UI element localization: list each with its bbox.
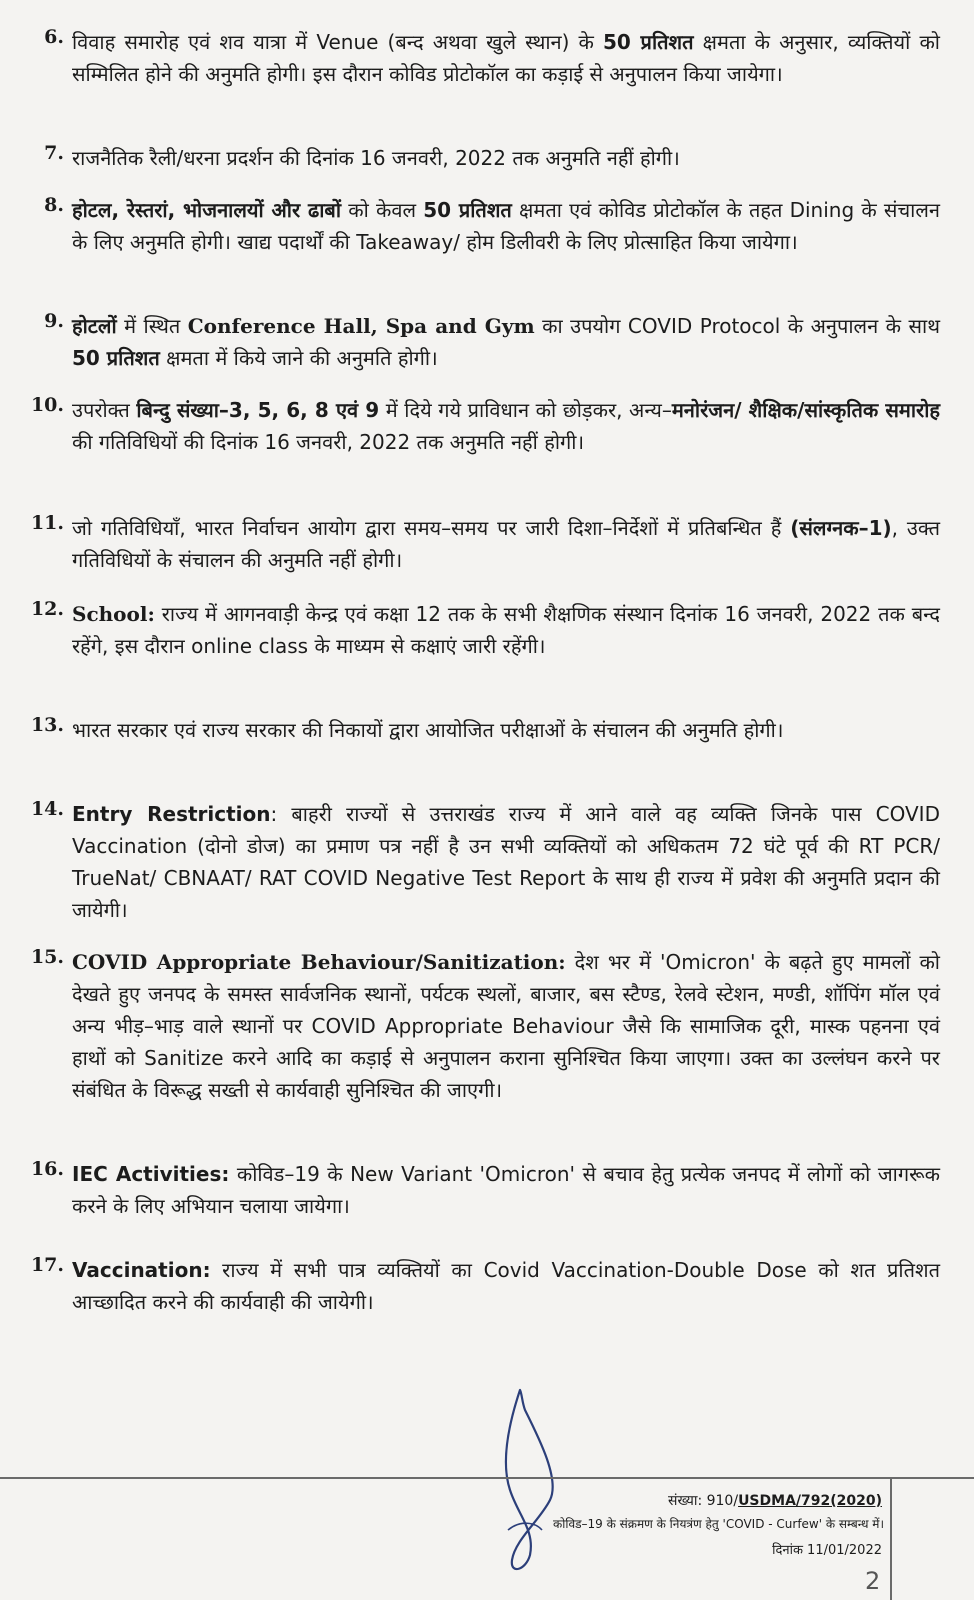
item-text: भारत सरकार एवं राज्य सरकार की निकायों द्वारा आयोजित परीक्षाओं के संचालन की अनुमति होगी। [72,718,784,742]
footer-vertical-divider [890,1479,892,1600]
document-date: दिनांक 11/01/2022 [772,1543,882,1558]
list-item [20,512,940,576]
reference-number: संख्या: 910/USDMA/792(2020) [668,1493,882,1509]
signature-mark [480,1380,570,1580]
item-number: 12. [30,598,64,620]
item-text: COVID Appropriate Behaviour/Sanitization: देश भर में 'Omicron' के बढ़ते हुए मामलों को देखते हुए जनपद के समस्त सार्वजनिक स्थानों, पर्यटक स्थलों, बाजार, बस स्टैण्ड, रेलवे स्टेशन, मण्डी, शॉपिंग मॉल एवं अन्य भीड़–भाड़ वाले स्थानों पर COVID Appropriate Behaviour जैसे कि सामाजिक दूरी, मास्क पहनना एवं हाथों को Sanitize करने आदि का कड़ाई से अनुपालन कराना सुनिश्चित किया जाएगा। उक्त का उल्लंघन करने पर संबंधित के विरूद्ध सख्ती से कार्यवाही सुनिश्चित की जाएगी। [72,950,940,1102]
item-number: 15. [30,946,64,968]
item-number: 16. [30,1158,64,1180]
subject-line: कोविड–19 के संक्रमण के नियत्रंण हेतु 'COVID - Curfew' के सम्बन्ध में। [553,1517,884,1531]
item-text: होटलों में स्थित Conference Hall, Spa and Gym का उपयोग COVID Protocol के अनुपालन के साथ 50 प्रतिशत क्षमता में किये जाने की अनुमति होगी। [72,314,940,370]
list-item [20,1254,940,1318]
item-number: 13. [30,714,64,736]
item-number: 17. [30,1254,64,1276]
list-item [20,946,940,1106]
page-number: 2 [865,1567,881,1595]
list-item [20,1158,940,1222]
list-item [20,310,940,374]
item-number: 11. [30,512,64,534]
item-text: राजनैतिक रैली/धरना प्रदर्शन की दिनांक 16 जनवरी, 2022 तक अनुमति नहीं होगी। [72,146,680,170]
item-text: विवाह समारोह एवं शव यात्रा में Venue (बन्द अथवा खुले स्थान) के 50 प्रतिशत क्षमता के अनुसार, व्यक्तियों को सम्मिलित होने की अनुमति होगी। इस दौरान कोविड प्रोटोकॉल का कड़ाई से अनुपालन किया जायेगा। [72,30,940,86]
item-number: 9. [44,310,64,332]
list-item [20,26,940,90]
item-text: Vaccination: राज्य में सभी पात्र व्यक्तियों का Covid Vaccination-Double Dose को शत प्रतिशत आच्छादित करने की कार्यवाही की जायेगी। [72,1258,940,1314]
list-item [20,714,940,746]
item-number: 10. [30,394,64,416]
item-text: IEC Activities: कोविड–19 के New Variant 'Omicron' से बचाव हेतु प्रत्येक जनपद में लोगों को जागरूक करने के लिए अभियान चलाया जायेगा। [72,1162,940,1218]
item-number: 14. [30,798,64,820]
item-number: 8. [44,194,64,216]
item-text: होटल, रेस्तरां, भोजनालयों और ढाबों को केवल 50 प्रतिशत क्षमता एवं कोविड प्रोटोकॉल के तहत Dining के संचालन के लिए अनुमति होगी। खाद्य पदार्थों की Takeaway/ होम डिलीवरी के लिए प्रोत्साहित किया जायेगा। [72,198,940,254]
list-item [20,394,940,458]
list-item [20,142,940,174]
list-item [20,194,940,258]
item-text: Entry Restriction: बाहरी राज्यों से उत्तराखंड राज्य में आने वाले वह व्यक्ति जिनके पास COVID Vaccination (दोनो डोज) का प्रमाण पत्र नहीं है उन सभी व्यक्तियों को अधिकतम 72 घंटे पूर्व की RT PCR/ TrueNat/ CBNAAT/ RAT COVID Negative Test Report के साथ ही राज्य में प्रवेश की अनुमति प्रदान की जायेगी। [72,802,940,922]
item-number: 6. [44,26,64,48]
item-number: 7. [44,142,64,164]
item-text: जो गतिविधियॉं, भारत निर्वाचन आयोग द्वारा समय–समय पर जारी दिशा–निर्देशों में प्रतिबन्धित हैं (संलग्नक–1), उक्त गतिविधियों के संचालन की अनुमति नहीं होगी। [72,516,940,572]
item-text: School: राज्य में आगनवाड़ी केन्द्र एवं कक्षा 12 तक के सभी शैक्षणिक संस्थान दिनांक 16 जनवरी, 2022 तक बन्द रहेंगे, इस दौरान online class के माध्यम से कक्षाएं जारी रहेंगी। [72,602,940,658]
list-item [20,598,940,662]
list-item [20,798,940,926]
footer-divider [0,1477,974,1479]
item-text: उपरोक्त बिन्दु संख्या–3, 5, 6, 8 एवं 9 में दिये गये प्राविधान को छोड़कर, अन्य–मनोरंजन/ शैक्षिक/सांस्कृतिक समारोह की गतिविधियों की दिनांक 16 जनवरी, 2022 तक अनुमति नहीं होगी। [72,398,941,454]
